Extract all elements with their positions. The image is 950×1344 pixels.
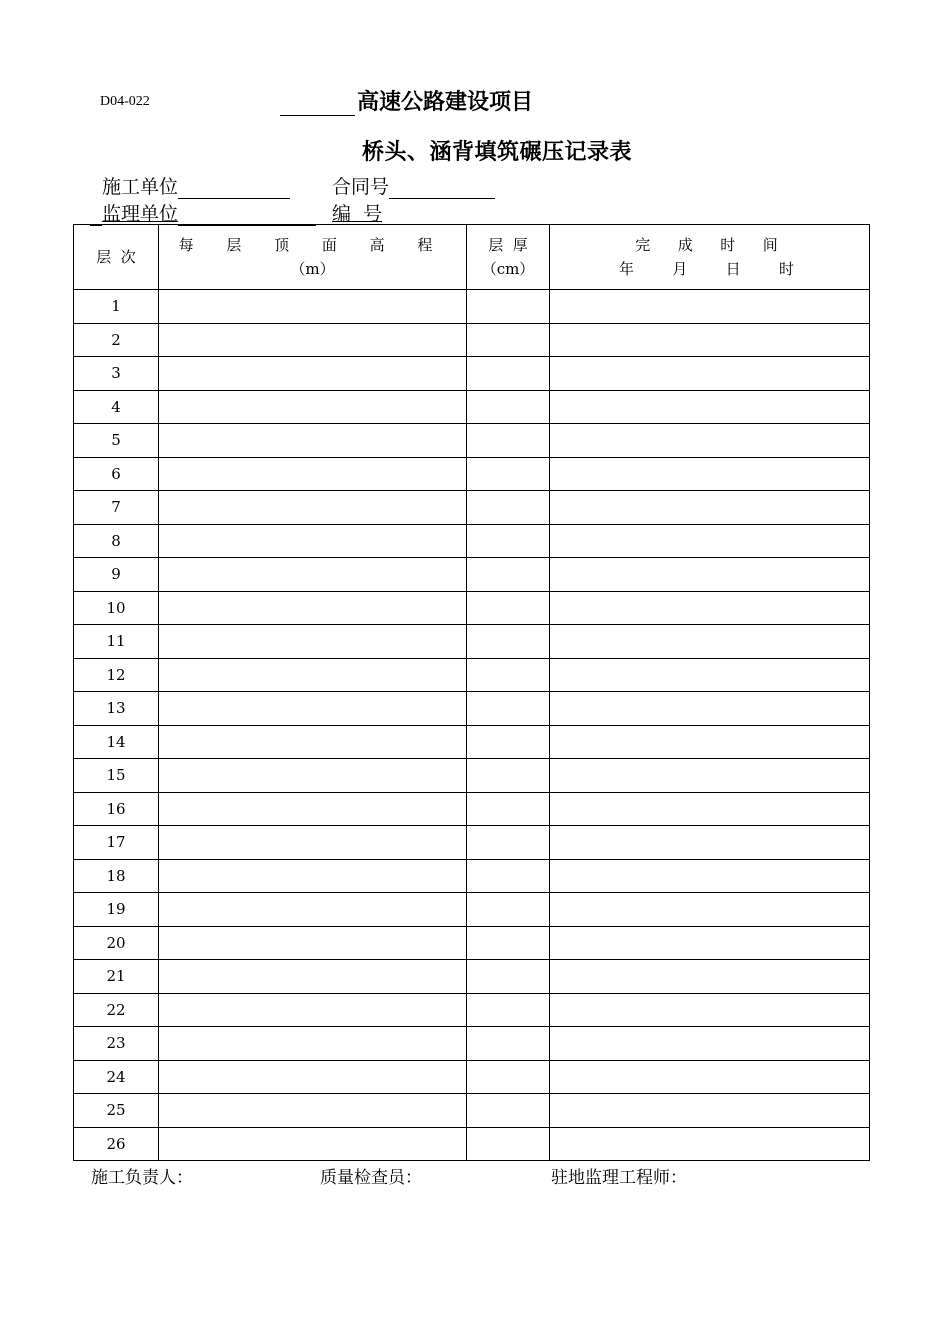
table-row [74, 926, 870, 960]
completion-time-cell[interactable] [550, 993, 870, 1027]
thickness-cell[interactable] [467, 390, 550, 424]
elevation-cell[interactable] [159, 960, 467, 994]
completion-time-cell[interactable] [550, 792, 870, 826]
layer-number-cell: 8 [74, 524, 159, 558]
elevation-cell[interactable] [159, 323, 467, 357]
thickness-cell[interactable] [467, 893, 550, 927]
layer-number-cell: 22 [74, 993, 159, 1027]
layer-number-cell: 20 [74, 926, 159, 960]
layer-number-cell: 5 [74, 424, 159, 458]
completion-time-cell[interactable] [550, 1094, 870, 1128]
completion-time-cell[interactable] [550, 692, 870, 726]
header-time-parts: 年 月 日 时 [619, 260, 800, 278]
elevation-cell[interactable] [159, 658, 467, 692]
thickness-cell[interactable] [467, 357, 550, 391]
header-thickness-unit: （cm） [481, 260, 535, 278]
completion-time-cell[interactable] [550, 826, 870, 860]
table-row [74, 826, 870, 860]
table-row [74, 759, 870, 793]
table-row [74, 792, 870, 826]
elevation-cell[interactable] [159, 926, 467, 960]
layer-number-cell: 15 [74, 759, 159, 793]
table-header-row [74, 225, 870, 290]
table-row [74, 859, 870, 893]
elevation-cell[interactable] [159, 725, 467, 759]
table-row [74, 357, 870, 391]
header-thickness-label: 层 厚 [488, 236, 528, 254]
supervision-unit-field [90, 199, 316, 226]
elevation-cell[interactable] [159, 993, 467, 1027]
thickness-cell[interactable] [467, 792, 550, 826]
completion-time-cell[interactable] [550, 859, 870, 893]
completion-time-cell[interactable] [550, 390, 870, 424]
contract-no-input[interactable] [389, 178, 495, 199]
thickness-cell[interactable] [467, 692, 550, 726]
supervision-unit-lead-line [90, 205, 102, 226]
thickness-cell[interactable] [467, 625, 550, 659]
thickness-cell[interactable] [467, 290, 550, 324]
thickness-cell[interactable] [467, 491, 550, 525]
completion-time-cell[interactable] [550, 591, 870, 625]
header-elevation-unit: （m） [290, 260, 335, 278]
layer-number-cell: 19 [74, 893, 159, 927]
table-row [74, 524, 870, 558]
supervision-unit-input[interactable] [178, 205, 316, 226]
elevation-cell[interactable] [159, 357, 467, 391]
layer-number-cell: 2 [74, 323, 159, 357]
elevation-cell[interactable] [159, 759, 467, 793]
thickness-cell[interactable] [467, 1127, 550, 1161]
layer-number-cell: 3 [74, 357, 159, 391]
thickness-cell[interactable] [467, 826, 550, 860]
elevation-cell[interactable] [159, 792, 467, 826]
construction-lead-signature: 施工负责人： [91, 1168, 193, 1188]
project-title [280, 85, 533, 116]
header-thickness [467, 225, 550, 290]
elevation-cell[interactable] [159, 692, 467, 726]
layer-number-cell: 26 [74, 1127, 159, 1161]
elevation-cell[interactable] [159, 1094, 467, 1128]
completion-time-cell[interactable] [550, 658, 870, 692]
layer-number-cell: 18 [74, 859, 159, 893]
table-row [74, 457, 870, 491]
resident-engineer-signature: 驻地监理工程师： [551, 1168, 687, 1188]
elevation-cell[interactable] [159, 1060, 467, 1094]
layer-number-cell: 17 [74, 826, 159, 860]
table-row [74, 893, 870, 927]
table-row [74, 591, 870, 625]
thickness-cell[interactable] [467, 725, 550, 759]
completion-time-cell[interactable] [550, 323, 870, 357]
layer-number-cell: 21 [74, 960, 159, 994]
serial-no-field [332, 199, 382, 226]
header-elevation [159, 225, 467, 290]
table-row [74, 323, 870, 357]
layer-number-cell: 1 [74, 290, 159, 324]
thickness-cell[interactable] [467, 993, 550, 1027]
header-completion-time [550, 225, 870, 290]
layer-number-cell: 9 [74, 558, 159, 592]
table-row [74, 725, 870, 759]
elevation-cell[interactable] [159, 859, 467, 893]
thickness-cell[interactable] [467, 591, 550, 625]
layer-number-cell: 12 [74, 658, 159, 692]
table-row [74, 558, 870, 592]
layer-number-cell: 24 [74, 1060, 159, 1094]
project-title-text: 高速公路建设项目 [357, 90, 534, 115]
elevation-cell[interactable] [159, 424, 467, 458]
elevation-cell[interactable] [159, 826, 467, 860]
layer-number-cell: 25 [74, 1094, 159, 1128]
construction-unit-input[interactable] [178, 178, 290, 199]
layer-number-cell: 13 [74, 692, 159, 726]
completion-time-cell[interactable] [550, 1027, 870, 1061]
completion-time-cell[interactable] [550, 893, 870, 927]
thickness-cell[interactable] [467, 960, 550, 994]
table-row [74, 1060, 870, 1094]
thickness-cell[interactable] [467, 926, 550, 960]
completion-time-cell[interactable] [550, 759, 870, 793]
table-row [74, 960, 870, 994]
contract-no-label: 合同号 [332, 176, 390, 198]
compaction-record-table [73, 224, 870, 1161]
header-elevation-label: 每 层 顶 面 高 程 [178, 236, 447, 254]
completion-time-cell[interactable] [550, 558, 870, 592]
elevation-cell[interactable] [159, 491, 467, 525]
table-row [74, 692, 870, 726]
header-time-label: 完 成 时 间 [635, 236, 784, 254]
layer-number-cell: 11 [74, 625, 159, 659]
thickness-cell[interactable] [467, 1094, 550, 1128]
serial-no-label: 编 号 [332, 203, 383, 225]
elevation-cell[interactable] [159, 625, 467, 659]
thickness-cell[interactable] [467, 524, 550, 558]
thickness-cell[interactable] [467, 1027, 550, 1061]
table-row [74, 1127, 870, 1161]
thickness-cell[interactable] [467, 558, 550, 592]
elevation-cell[interactable] [159, 390, 467, 424]
table-row [74, 424, 870, 458]
table-row [74, 1027, 870, 1061]
elevation-cell[interactable] [159, 1127, 467, 1161]
completion-time-cell[interactable] [550, 290, 870, 324]
elevation-cell[interactable] [159, 524, 467, 558]
elevation-cell[interactable] [159, 457, 467, 491]
completion-time-cell[interactable] [550, 1127, 870, 1161]
completion-time-cell[interactable] [550, 491, 870, 525]
elevation-cell[interactable] [159, 1027, 467, 1061]
quality-inspector-signature: 质量检查员： [320, 1168, 422, 1188]
construction-unit-label: 施工单位 [102, 176, 179, 198]
completion-time-cell[interactable] [550, 625, 870, 659]
table-row [74, 290, 870, 324]
table-row [74, 491, 870, 525]
completion-time-cell[interactable] [550, 424, 870, 458]
completion-time-cell[interactable] [550, 357, 870, 391]
elevation-cell[interactable] [159, 290, 467, 324]
layer-number-cell: 6 [74, 457, 159, 491]
completion-time-cell[interactable] [550, 457, 870, 491]
thickness-cell[interactable] [467, 457, 550, 491]
table-row [74, 1094, 870, 1128]
construction-unit-field [102, 172, 290, 199]
header-layer: 层 次 [74, 225, 159, 290]
layer-number-cell: 16 [74, 792, 159, 826]
elevation-cell[interactable] [159, 893, 467, 927]
layer-number-cell: 14 [74, 725, 159, 759]
thickness-cell[interactable] [467, 424, 550, 458]
thickness-cell[interactable] [467, 1060, 550, 1094]
layer-number-cell: 7 [74, 491, 159, 525]
form-title: 桥头、涵背填筑碾压记录表 [362, 140, 633, 165]
completion-time-cell[interactable] [550, 1060, 870, 1094]
document-code: D04-022 [100, 94, 150, 109]
layer-number-cell: 23 [74, 1027, 159, 1061]
completion-time-cell[interactable] [550, 725, 870, 759]
layer-number-cell: 4 [74, 390, 159, 424]
completion-time-cell[interactable] [550, 524, 870, 558]
table-row [74, 625, 870, 659]
completion-time-cell[interactable] [550, 926, 870, 960]
elevation-cell[interactable] [159, 591, 467, 625]
thickness-cell[interactable] [467, 859, 550, 893]
supervision-unit-label: 监理单位 [102, 203, 179, 225]
table-row [74, 993, 870, 1027]
project-name-blank[interactable] [280, 93, 355, 116]
table-row [74, 390, 870, 424]
table-row [74, 658, 870, 692]
elevation-cell[interactable] [159, 558, 467, 592]
contract-no-field [332, 172, 495, 199]
completion-time-cell[interactable] [550, 960, 870, 994]
layer-number-cell: 10 [74, 591, 159, 625]
thickness-cell[interactable] [467, 658, 550, 692]
thickness-cell[interactable] [467, 323, 550, 357]
thickness-cell[interactable] [467, 759, 550, 793]
